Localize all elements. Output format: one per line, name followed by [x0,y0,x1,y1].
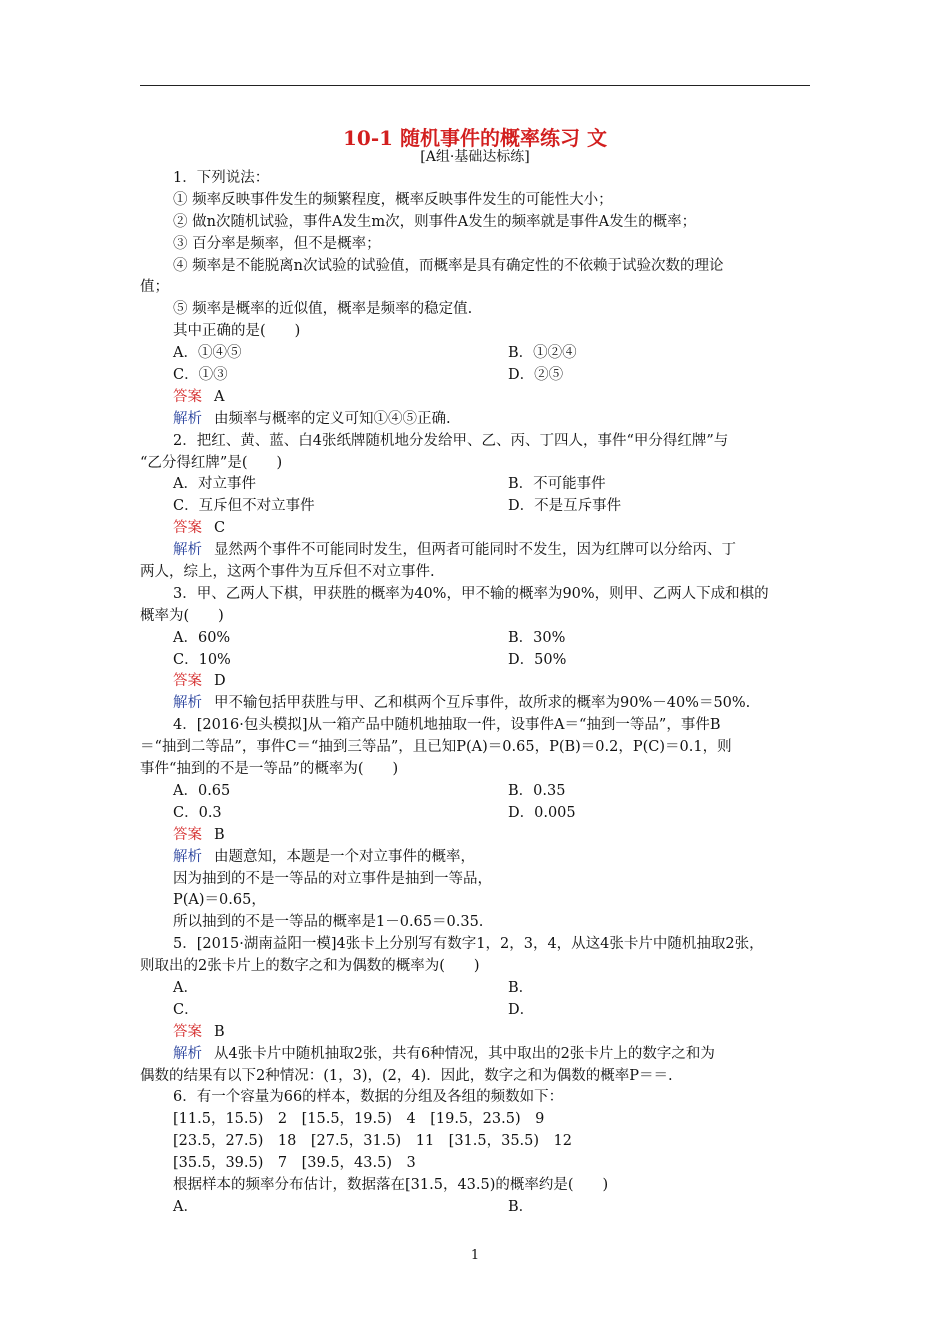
option-right: B．0.35 [508,782,566,799]
line-text: 概率为( ) [140,607,224,624]
options-row [140,650,810,672]
text-line [140,321,810,343]
text-line [140,453,810,475]
explanation-text: 甲不输包括甲获胜与甲、乙和棋两个互斥事件，故所求的概率为90%－40%＝50%. [214,695,751,712]
text-line [140,737,810,759]
option-right: D．②⑤ [508,367,564,384]
text-line [140,234,810,256]
options-row [140,365,810,387]
options-row [140,628,810,650]
options-row [140,803,810,825]
text-line [140,869,810,891]
text-line [140,190,810,212]
line-text: 值； [140,279,169,296]
line-text: 3．甲、乙两人下棋，甲获胜的概率为40%，甲不输的概率为90%，则甲、乙两人下成和棋的 [173,585,769,602]
text-line [140,1175,810,1197]
answer-label: 答案 [173,520,202,537]
header-rule [140,85,810,86]
text-line [140,168,810,190]
text-line [140,1109,810,1131]
options-row [140,474,810,496]
option-right: B．30% [508,629,566,646]
option-right: B．①②④ [508,345,577,362]
text-line [140,212,810,234]
option-right: B． [508,979,534,996]
options-row [140,343,810,365]
line-text: ④ 频率是不能脱离n次试验的试验值，而概率是具有确定性的不依赖于试验次数的理论 [173,257,724,274]
answer-label: 答案 [173,673,202,690]
text-line [140,584,810,606]
option-left: C．互斥但不对立事件 [173,498,315,515]
option-right: B．不可能事件 [508,476,606,493]
page-title: 10-1 随机事件的概率练习 文 [343,126,607,150]
section-subtitle: [A组·基础达标练] [420,149,530,165]
answer-label: 答案 [173,826,202,843]
line-text: 2．把红、黄、蓝、白4张纸牌随机地分发给甲、乙、丙、丁四人，事件“甲分得红牌”与 [173,432,729,449]
options-row [140,1197,810,1219]
explanation-line [140,540,810,562]
answer-line [140,1022,810,1044]
explanation-text: 显然两个事件不可能同时发生，但两者可能同时不发生，因为红牌可以分给丙、丁 [214,542,736,559]
answer-line [140,671,810,693]
line-text: 4．[2016·包头模拟]从一箱产品中随机地抽取一件，设事件A＝“抽到一等品”，事件B [173,717,721,734]
line-text: ② 做n次随机试验，事件A发生m次，则事件A发生的频率就是事件A发生的概率； [173,213,697,230]
option-left: A．对立事件 [173,476,256,493]
options-row [140,496,810,518]
text-line [140,606,810,628]
document-body [140,168,810,1219]
explanation-label: 解析 [173,848,202,865]
explanation-text: 由题意知，本题是一个对立事件的概率， [214,848,475,865]
text-line [140,562,810,584]
answer-label: 答案 [173,1023,202,1040]
line-text: ③ 百分率是频率，但不是概率； [173,235,381,252]
option-left: A． [173,979,198,996]
answer-text: C [214,520,226,537]
explanation-line [140,693,810,715]
explanation-label: 解析 [173,542,202,559]
line-text: [23.5，27.5) 18 [27.5，31.5) 11 [31.5，35.5) 12 [173,1133,573,1150]
option-right: D．0.005 [508,804,576,821]
line-text: 1．下列说法： [173,170,270,186]
line-text: 所以抽到的不是一等品的概率是1－0.65＝0.35. [173,914,484,931]
line-text: 5．[2015·湖南益阳一模]4张卡上分别写有数字1，2，3，4，从这4张卡片中随机抽取2张， [173,936,764,953]
option-left: A． [173,1198,198,1215]
answer-text: D [214,673,226,690]
answer-text: B [214,1023,225,1040]
line-text: 事件“抽到的不是一等品”的概率为( ) [140,761,399,778]
line-text: 偶数的结果有以下2种情况：(1，3)，(2，4)．因此，数字之和为偶数的概率P＝＝. [140,1067,673,1084]
line-text: 根据样本的频率分布估计，数据落在[31.5，43.5)的概率约是( ) [173,1176,609,1193]
line-text: “乙分得红牌”是( ) [140,454,283,471]
line-text: P(A)＝0.65， [173,892,266,909]
answer-text: B [214,826,225,843]
text-line [140,256,810,278]
text-line [140,1153,810,1175]
text-line [140,890,810,912]
line-text: ① 频率反映事件发生的频繁程度，概率反映事件发生的可能性大小； [173,191,613,208]
option-right: D．不是互斥事件 [508,498,622,515]
line-text: [11.5，15.5) 2 [15.5，19.5) 4 [19.5，23.5) 9 [173,1111,545,1128]
text-line [140,956,810,978]
line-text: 两人，综上，这两个事件为互斥但不对立事件. [140,564,435,581]
answer-label: 答案 [173,388,202,405]
answer-text: A [214,388,225,405]
line-text: 则取出的2张卡片上的数字之和为偶数的概率为( ) [140,958,480,975]
text-line [140,277,810,299]
line-text: 因为抽到的不是一等品的对立事件是抽到一等品， [173,870,492,887]
line-text: 6．有一个容量为66的样本，数据的分组及各组的频数如下： [173,1089,564,1106]
explanation-line [140,409,810,431]
answer-line [140,387,810,409]
text-line [140,299,810,321]
line-text: ⑤ 频率是概率的近似值，概率是频率的稳定值. [173,301,473,318]
page-number: 1 [470,1248,480,1263]
text-line [140,1131,810,1153]
text-line [140,715,810,737]
option-left: C． [173,1001,199,1018]
text-line [140,912,810,934]
explanation-line [140,847,810,869]
option-left: A．60% [173,629,231,646]
answer-line [140,825,810,847]
line-text: [35.5，39.5) 7 [39.5，43.5) 3 [173,1155,416,1172]
text-line [140,759,810,781]
option-left: A．0.65 [173,782,231,799]
explanation-label: 解析 [173,1045,202,1062]
text-line [140,934,810,956]
text-line [140,431,810,453]
options-row [140,781,810,803]
option-left: C．①③ [173,367,228,384]
option-left: A．①④⑤ [173,345,242,362]
explanation-label: 解析 [173,410,202,427]
line-text: ＝“抽到二等品”，事件C＝“抽到三等品”，且已知P(A)＝0.65，P(B)＝0.2，P(C)＝0.1，则 [140,739,732,756]
option-right: D． [508,1001,535,1018]
text-line [140,1066,810,1088]
line-text: 其中正确的是( ) [173,323,301,340]
option-right: B． [508,1198,534,1215]
text-line [140,1087,810,1109]
option-left: C．10% [173,651,231,668]
explanation-line [140,1044,810,1066]
explanation-label: 解析 [173,695,202,712]
option-left: C．0.3 [173,804,222,821]
options-row [140,978,810,1000]
answer-line [140,518,810,540]
explanation-text: 由频率与概率的定义可知①④⑤正确. [214,410,451,427]
options-row [140,1000,810,1022]
option-right: D．50% [508,651,567,668]
explanation-text: 从4张卡片中随机抽取2张，共有6种情况，其中取出的2张卡片上的数字之和为 [214,1045,715,1062]
